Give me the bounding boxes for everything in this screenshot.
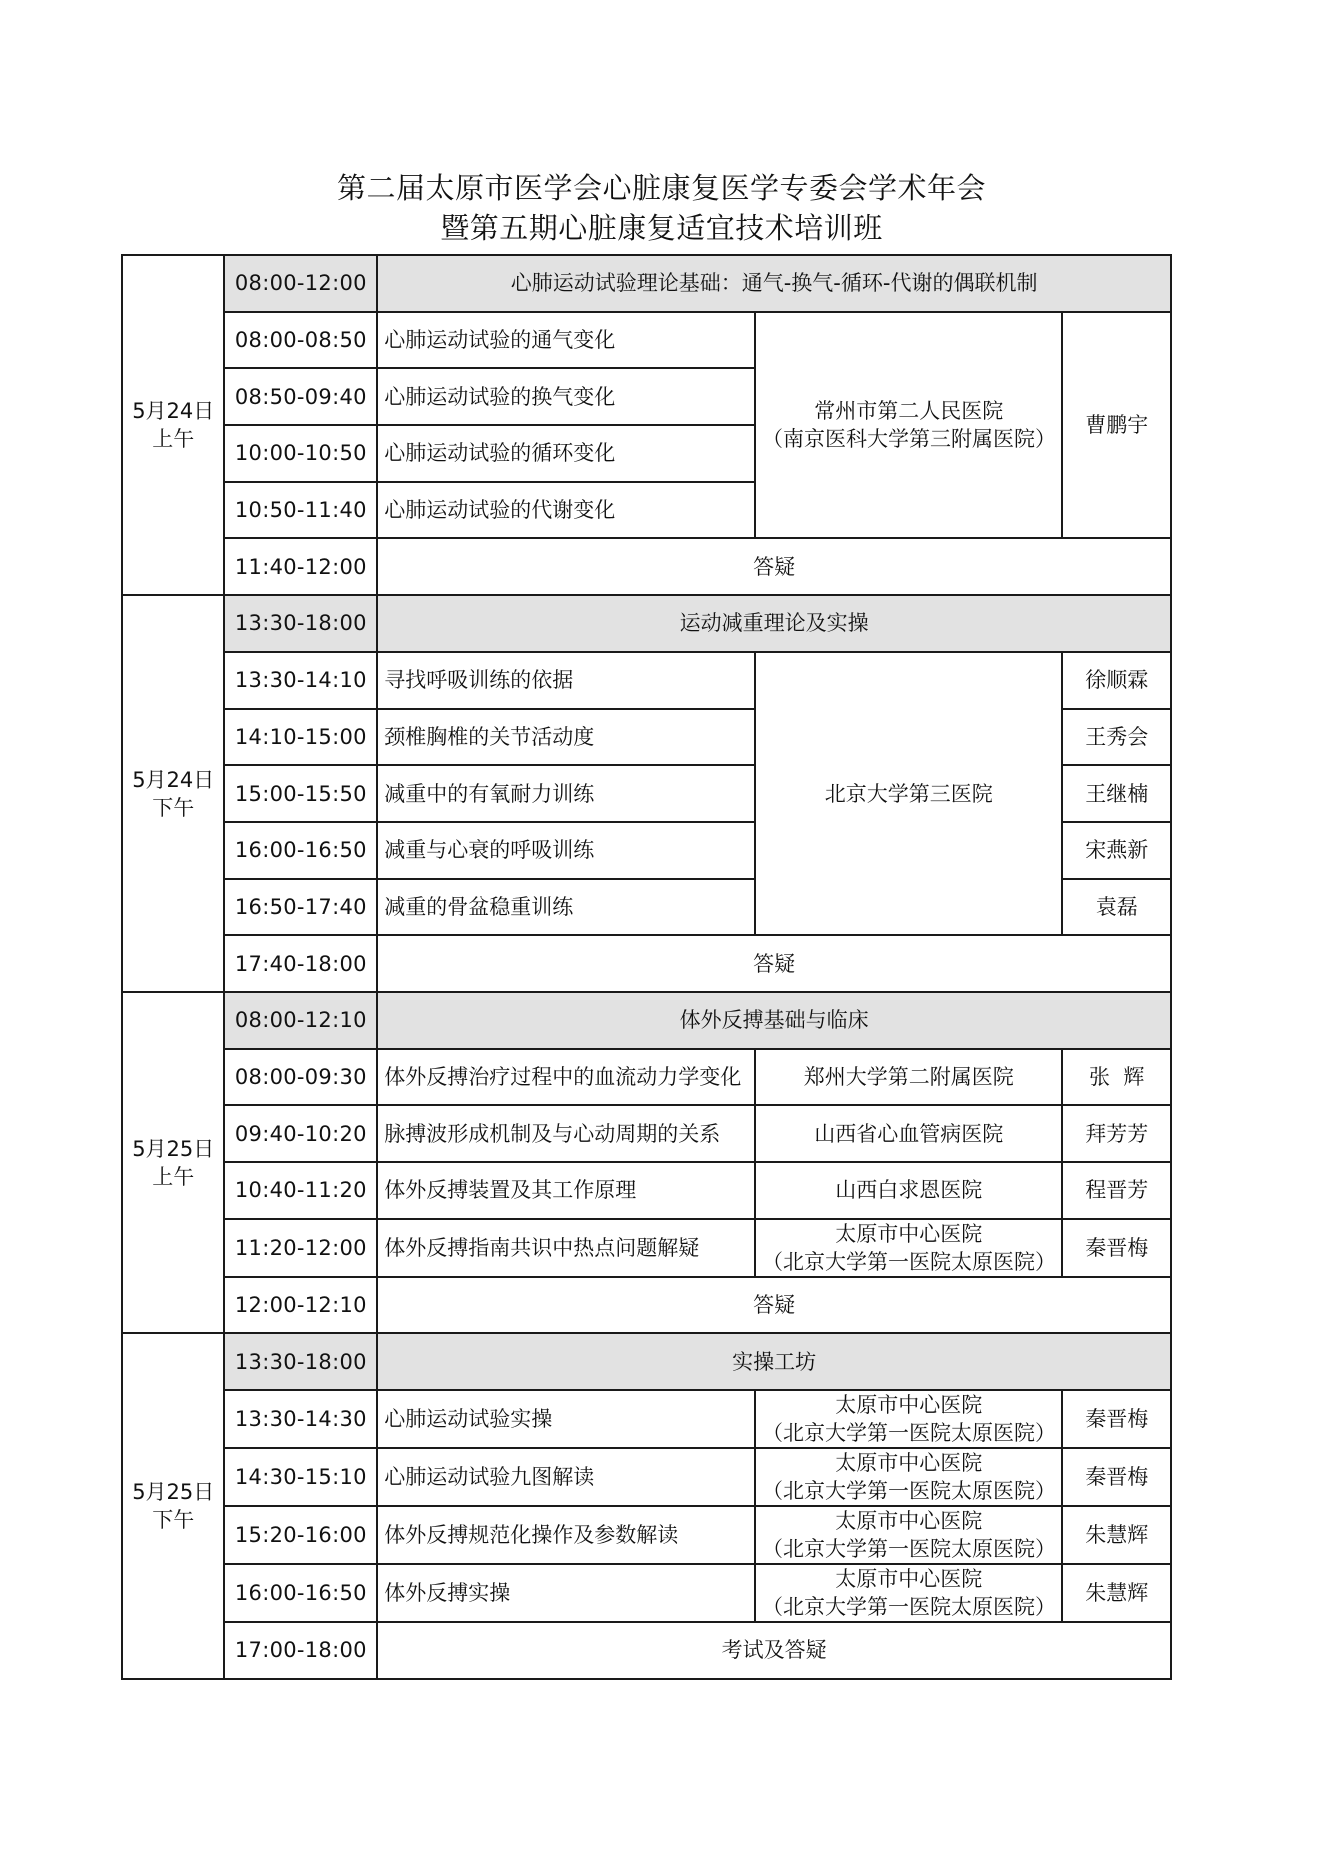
table-row [122, 1219, 1171, 1277]
qa-time: 17:40-18:00 [224, 935, 377, 992]
section-row [122, 595, 1171, 652]
session-topic: 颈椎胸椎的关节活动度 [377, 709, 755, 766]
qa-label: 答疑 [377, 538, 1171, 595]
institution-affiliation: （北京大学第一医院太原医院） [761, 1479, 1056, 1504]
session-topic: 体外反搏规范化操作及参数解读 [377, 1506, 755, 1564]
qa-row [122, 538, 1171, 595]
section-title: 体外反搏基础与临床 [377, 992, 1171, 1049]
table-row [122, 1162, 1171, 1219]
day-date: 5月24日 [132, 399, 215, 424]
institution [755, 1219, 1062, 1277]
institution [755, 1448, 1062, 1506]
table-row [122, 1390, 1171, 1448]
day-cell [122, 1333, 224, 1678]
day-period: 上午 [152, 427, 195, 452]
institution-affiliation: （南京医科大学第三附属医院） [761, 427, 1056, 452]
speaker: 王继楠 [1062, 765, 1171, 822]
institution [755, 1564, 1062, 1622]
title-line-2: 暨第五期心脏康复适宜技术培训班 [440, 211, 883, 245]
day-cell [122, 992, 224, 1333]
section-row [122, 992, 1171, 1049]
day-cell [122, 595, 224, 992]
session-topic: 体外反搏实操 [377, 1564, 755, 1622]
table-row [122, 1506, 1171, 1564]
day-date: 5月25日 [132, 1136, 215, 1161]
speaker: 张 辉 [1062, 1049, 1171, 1106]
session-time: 09:40-10:20 [224, 1105, 377, 1162]
day-cell [122, 255, 224, 595]
table-row [122, 1105, 1171, 1162]
institution-name: 太原市中心医院 [835, 1221, 983, 1246]
day-period: 下午 [152, 1508, 195, 1533]
institution-affiliation: （北京大学第一医院太原医院） [761, 1595, 1056, 1620]
qa-time: 11:40-12:00 [224, 538, 377, 595]
day-period: 上午 [152, 1164, 195, 1189]
section-time: 13:30-18:00 [224, 595, 377, 652]
title-line-1: 第二届太原市医学会心脏康复医学专委会学术年会 [336, 171, 986, 205]
speaker: 王秀会 [1062, 709, 1171, 766]
table-row [122, 1049, 1171, 1106]
institution [755, 312, 1062, 539]
qa-label: 考试及答疑 [377, 1622, 1171, 1679]
session-topic: 心肺运动试验的通气变化 [377, 312, 755, 369]
institution-name: 山西白求恩医院 [835, 1178, 983, 1203]
session-topic: 心肺运动试验九图解读 [377, 1448, 755, 1506]
speaker: 朱慧辉 [1062, 1506, 1171, 1564]
session-time: 08:50-09:40 [224, 368, 377, 425]
institution-name: 太原市中心医院 [835, 1509, 983, 1534]
qa-row [122, 1277, 1171, 1334]
section-time: 13:30-18:00 [224, 1333, 377, 1390]
speaker: 徐顺霖 [1062, 652, 1171, 709]
qa-row [122, 1622, 1171, 1679]
session-topic: 体外反搏指南共识中热点问题解疑 [377, 1219, 755, 1277]
qa-row [122, 935, 1171, 992]
speaker: 程晋芳 [1062, 1162, 1171, 1219]
speaker: 秦晋梅 [1062, 1448, 1171, 1506]
institution-name: 太原市中心医院 [835, 1451, 983, 1476]
qa-time: 12:00-12:10 [224, 1277, 377, 1334]
qa-time: 17:00-18:00 [224, 1622, 377, 1679]
session-time: 16:00-16:50 [224, 822, 377, 879]
table-row [122, 1564, 1171, 1622]
institution-name: 常州市第二人民医院 [814, 399, 1004, 424]
institution-name: 山西省心血管病医院 [814, 1121, 1004, 1146]
session-time: 15:20-16:00 [224, 1506, 377, 1564]
session-time: 13:30-14:10 [224, 652, 377, 709]
institution: 北京大学第三医院 [755, 652, 1062, 935]
speaker: 秦晋梅 [1062, 1219, 1171, 1277]
institution [755, 1162, 1062, 1219]
section-time: 08:00-12:10 [224, 992, 377, 1049]
section-row [122, 255, 1171, 312]
session-time: 15:00-15:50 [224, 765, 377, 822]
institution-name: 太原市中心医院 [835, 1393, 983, 1418]
section-row [122, 1333, 1171, 1390]
session-time: 16:50-17:40 [224, 879, 377, 936]
institution [755, 1049, 1062, 1106]
session-time: 14:30-15:10 [224, 1448, 377, 1506]
speaker: 秦晋梅 [1062, 1390, 1171, 1448]
day-period: 下午 [152, 795, 195, 820]
speaker: 宋燕新 [1062, 822, 1171, 879]
session-topic: 体外反搏治疗过程中的血流动力学变化 [377, 1049, 755, 1106]
section-title: 心肺运动试验理论基础：通气-换气-循环-代谢的偶联机制 [377, 255, 1171, 312]
session-time: 14:10-15:00 [224, 709, 377, 766]
day-date: 5月24日 [132, 767, 215, 792]
speaker: 袁磊 [1062, 879, 1171, 936]
speaker: 拜芳芳 [1062, 1105, 1171, 1162]
institution-name: 郑州大学第二附属医院 [803, 1064, 1014, 1089]
session-topic: 心肺运动试验的代谢变化 [377, 482, 755, 539]
section-title: 运动减重理论及实操 [377, 595, 1171, 652]
institution-name: 太原市中心医院 [835, 1567, 983, 1592]
session-time: 11:20-12:00 [224, 1219, 377, 1277]
session-topic: 心肺运动试验的换气变化 [377, 368, 755, 425]
institution [755, 1105, 1062, 1162]
session-topic: 减重的骨盆稳重训练 [377, 879, 755, 936]
table-row [122, 312, 1171, 369]
session-topic: 脉搏波形成机制及与心动周期的关系 [377, 1105, 755, 1162]
session-topic: 心肺运动试验的循环变化 [377, 425, 755, 482]
session-time: 10:50-11:40 [224, 482, 377, 539]
session-topic: 心肺运动试验实操 [377, 1390, 755, 1448]
institution-affiliation: （北京大学第一医院太原医院） [761, 1421, 1056, 1446]
session-topic: 减重与心衰的呼吸训练 [377, 822, 755, 879]
session-time: 13:30-14:30 [224, 1390, 377, 1448]
schedule-table [121, 254, 1172, 1680]
session-time: 08:00-08:50 [224, 312, 377, 369]
institution [755, 1390, 1062, 1448]
table-row [122, 652, 1171, 709]
session-topic: 寻找呼吸训练的依据 [377, 652, 755, 709]
speaker: 朱慧辉 [1062, 1564, 1171, 1622]
day-date: 5月25日 [132, 1480, 215, 1505]
institution-affiliation: （北京大学第一医院太原医院） [761, 1537, 1056, 1562]
institution [755, 1506, 1062, 1564]
qa-label: 答疑 [377, 935, 1171, 992]
section-time: 08:00-12:00 [224, 255, 377, 312]
session-time: 08:00-09:30 [224, 1049, 377, 1106]
session-topic: 体外反搏装置及其工作原理 [377, 1162, 755, 1219]
session-topic: 减重中的有氧耐力训练 [377, 765, 755, 822]
session-time: 16:00-16:50 [224, 1564, 377, 1622]
session-time: 10:40-11:20 [224, 1162, 377, 1219]
qa-label: 答疑 [377, 1277, 1171, 1334]
institution-affiliation: （北京大学第一医院太原医院） [761, 1249, 1056, 1274]
section-title: 实操工坊 [377, 1333, 1171, 1390]
speaker: 曹鹏宇 [1062, 312, 1171, 539]
table-row [122, 1448, 1171, 1506]
session-time: 10:00-10:50 [224, 425, 377, 482]
